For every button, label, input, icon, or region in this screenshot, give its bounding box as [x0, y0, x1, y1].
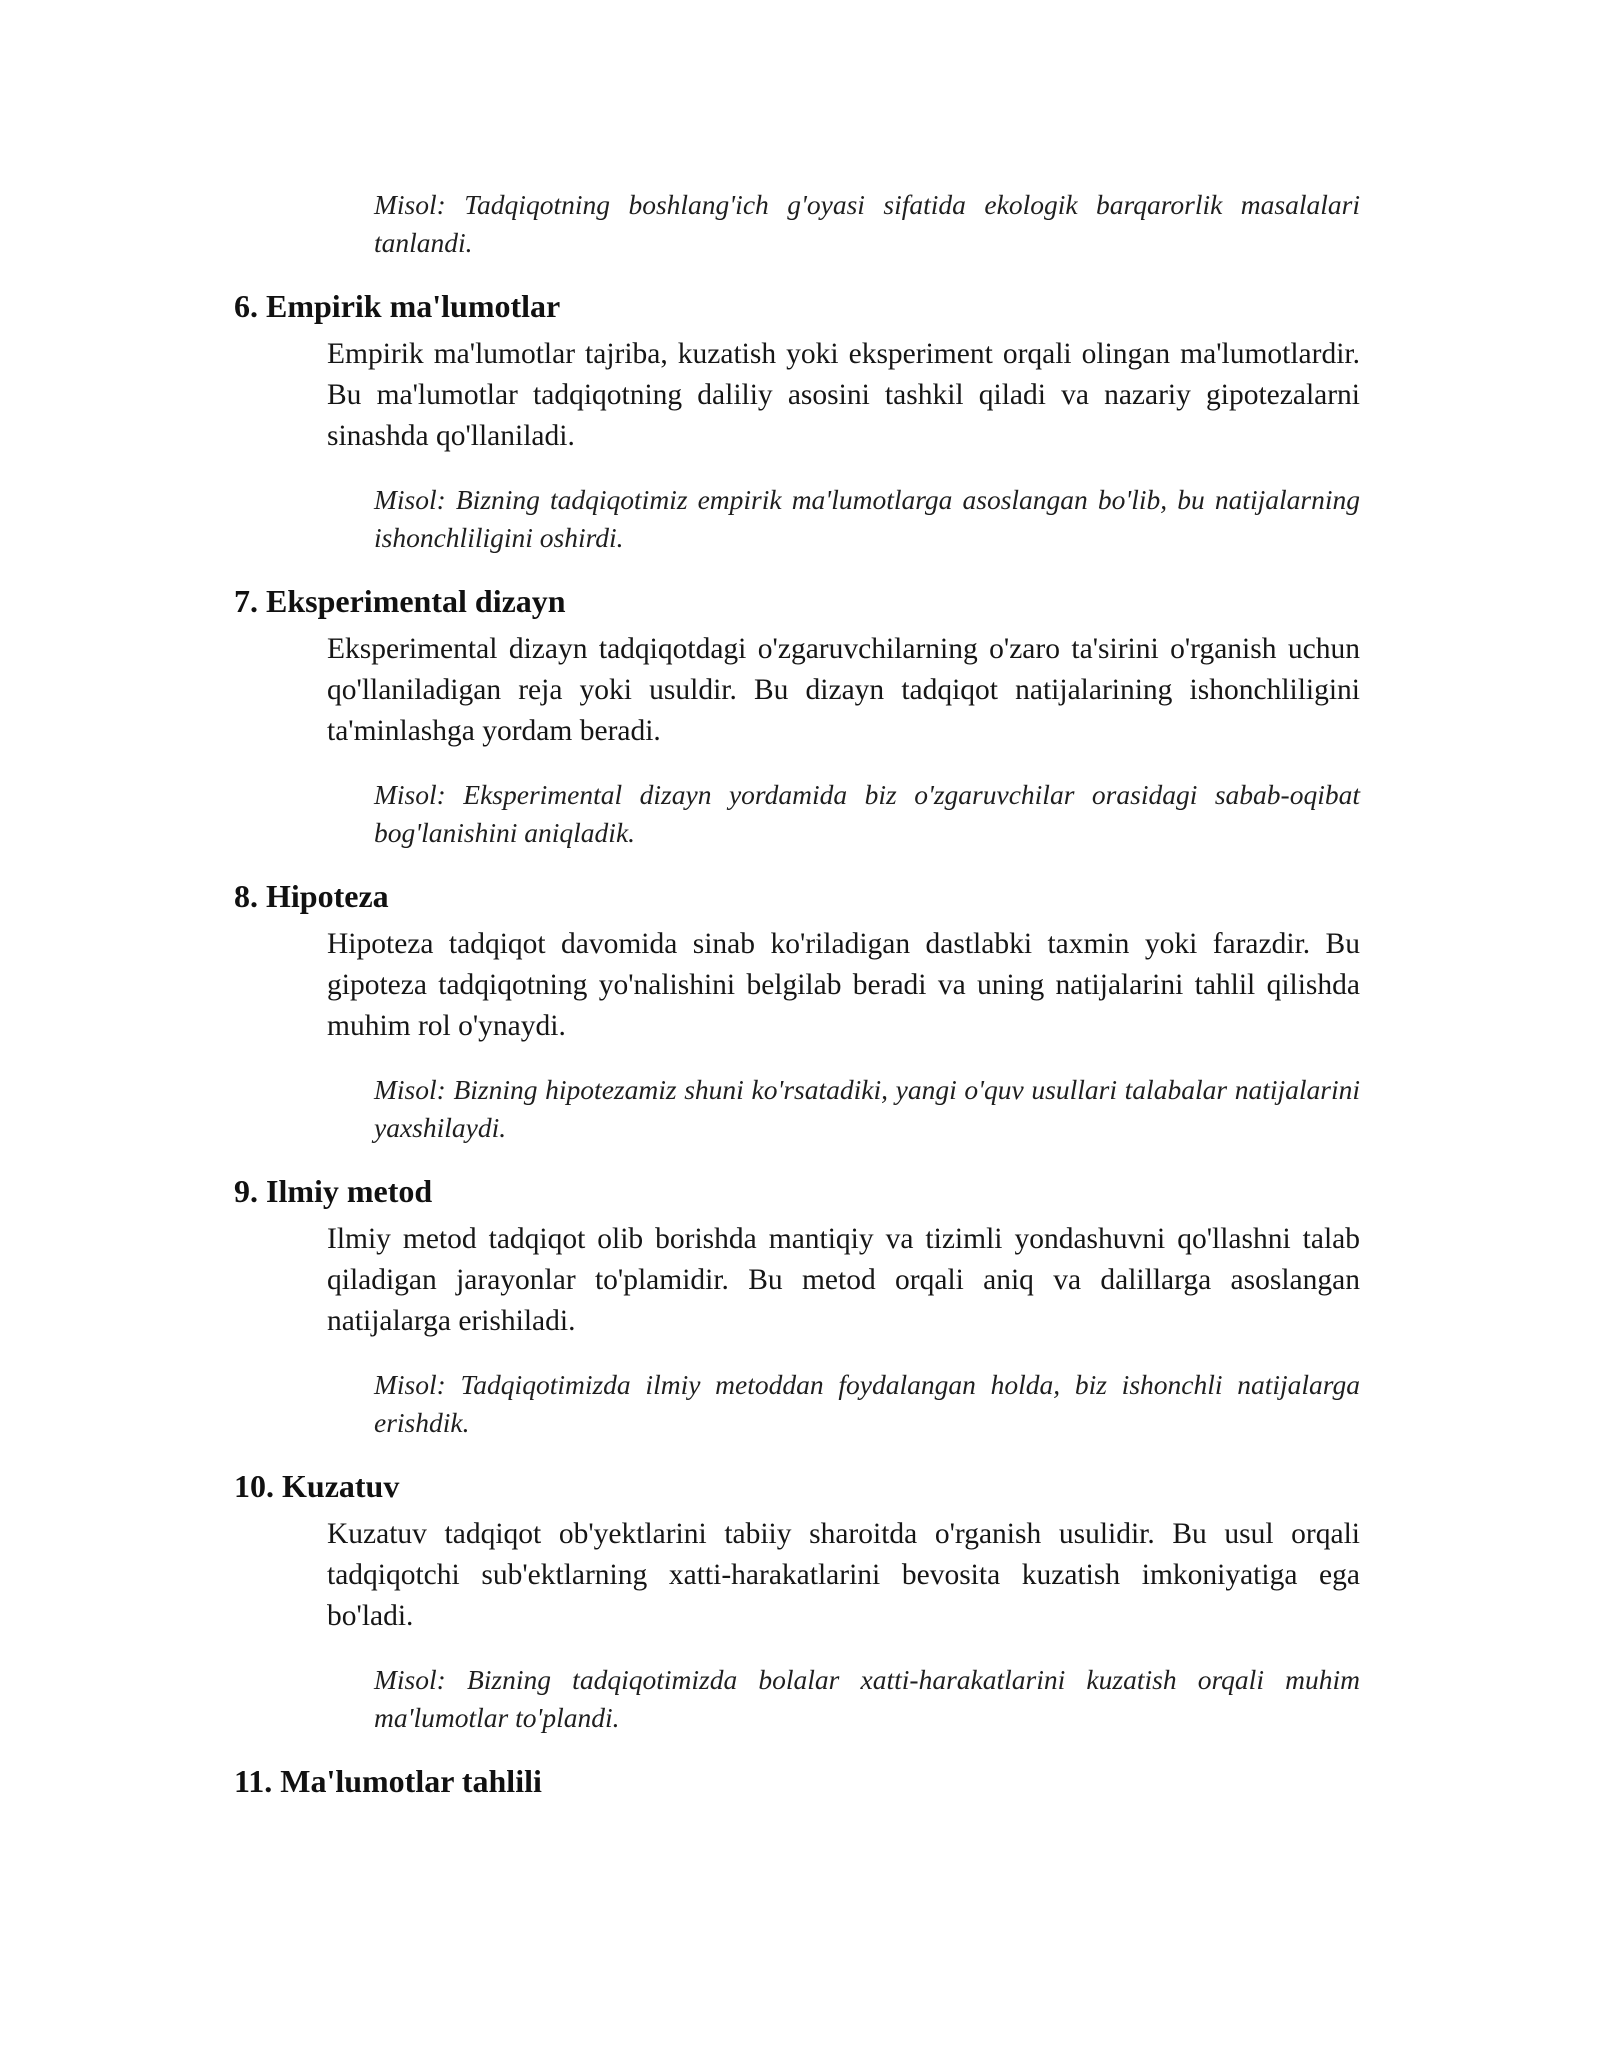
- section-heading: 9. Ilmiy metod: [234, 1173, 433, 1209]
- section-body: Kuzatuv tadqiqot ob'yektlarini tabiiy sharoitda o'rganish usulidir. Bu usul orqali tadqiqotchi sub'ektlarning xatti-harakatlarini bevosita kuzatish imkoniyatiga ega bo'ladi.: [327, 1518, 1360, 1632]
- section-body: Empirik ma'lumotlar tajriba, kuzatish yoki eksperiment orqali olingan ma'lumotlardir. Bu ma'lumotlar tadqiqotning daliliy asosini tashkil qiladi va nazariy gipotezalarni sinashda qo'llaniladi.: [327, 338, 1360, 452]
- section-example: Misol: Eksperimental dizayn yordamida biz o'zgaruvchilar orasidagi sabab-oqibat bog'lanishini aniqladik.: [374, 779, 1360, 848]
- lead-example: Misol: Tadqiqotning boshlang'ich g'oyasi sifatida ekologik barqarorlik masalalari tanlandi.: [374, 189, 1360, 258]
- section-example: Misol: Tadqiqotimizda ilmiy metoddan foydalangan holda, biz ishonchli natijalarga erishdik.: [374, 1369, 1360, 1438]
- section-heading: 8. Hipoteza: [234, 878, 389, 914]
- section-hypothesis: [234, 876, 1360, 1147]
- section-example: Misol: Bizning tadqiqotimizda bolalar xatti-harakatlarini kuzatish orqali muhim ma'lumotlar to'plandi.: [374, 1664, 1360, 1733]
- section-heading: 6. Empirik ma'lumotlar: [234, 288, 561, 324]
- section-scientific-method: [234, 1171, 1360, 1442]
- section-example: Misol: Bizning hipotezamiz shuni ko'rsatadiki, yangi o'quv usullari talabalar natijalarini yaxshilaydi.: [374, 1074, 1360, 1143]
- section-heading: 7. Eksperimental dizayn: [234, 583, 566, 619]
- section-heading: 10. Kuzatuv: [234, 1468, 400, 1504]
- section-body: Ilmiy metod tadqiqot olib borishda mantiqiy va tizimli yondashuvni qo'llashni talab qiladigan jarayonlar to'plamidir. Bu metod orqali aniq va dalillarga asoslangan natijalarga erishiladi.: [327, 1223, 1360, 1337]
- section-example: Misol: Bizning tadqiqotimiz empirik ma'lumotlarga asoslangan bo'lib, bu natijalarning ishonchliligini oshirdi.: [374, 484, 1360, 553]
- section-empirical-data: [234, 286, 1360, 557]
- section-heading-data-analysis: 11. Ma'lumotlar tahlili: [234, 1763, 542, 1799]
- section-body: Hipoteza tadqiqot davomida sinab ko'riladigan dastlabki taxmin yoki farazdir. Bu gipoteza tadqiqotning yo'nalishini belgilab beradi va uning natijalarini tahlil qilishda muhim rol o'ynaydi.: [327, 928, 1360, 1042]
- document-content: [234, 186, 1360, 1809]
- section-experimental-design: [234, 581, 1360, 852]
- section-body: Eksperimental dizayn tadqiqotdagi o'zgaruvchilarning o'zaro ta'sirini o'rganish uchun qo'llaniladigan reja yoki usuldir. Bu dizayn tadqiqot natijalarining ishonchliligini ta'minlashga yordam beradi.: [327, 633, 1360, 747]
- section-observation: [234, 1466, 1360, 1737]
